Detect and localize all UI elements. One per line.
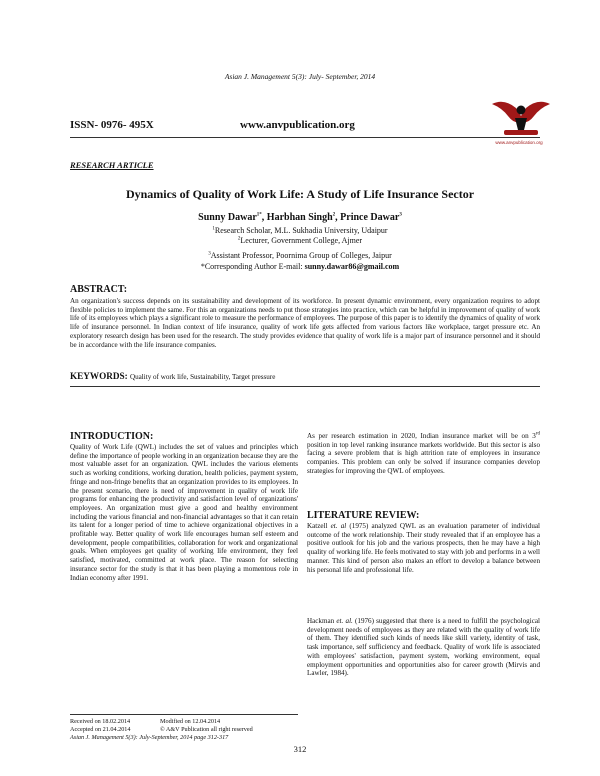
author-sup: 2: [332, 212, 336, 218]
affiliation: [0, 236, 600, 246]
introduction-heading: INTRODUCTION:: [70, 431, 154, 442]
corresponding-author: [0, 262, 600, 272]
copyright: © A&V Publication all right reserved: [160, 725, 253, 733]
para-italic: et. al: [330, 522, 347, 530]
corresponding-label: *Corresponding Author E-mail:: [200, 262, 305, 271]
page-number: 312: [293, 744, 307, 754]
author-name: Harbhan Singh: [266, 212, 333, 223]
author-sup: 3: [399, 212, 402, 218]
para-text: position in top level ranking insurance markets worldwide. But this sector is also facing a severe problem that is high attrition rate of employees in insurance companies. This problem can only be solved if insurance companies develop strategies for improving the QWL of employees.: [307, 440, 540, 475]
publisher-logo-icon: [482, 96, 560, 140]
para-italic: et. al.: [336, 617, 353, 625]
right-paragraph-3: [307, 617, 540, 678]
journal-running-header: Asian J. Management 5(3): July- September, 2014: [224, 72, 376, 81]
affiliation-text: Assistant Professor, Poornima Group of Colleges, Jaipur: [210, 251, 392, 260]
affiliation-sup: 1: [212, 226, 215, 232]
issn: ISSN- 0976- 495X: [70, 119, 154, 131]
author-name: Prince Dawar: [340, 212, 400, 223]
corresponding-email[interactable]: sunny.dawar86@gmail.com: [304, 262, 400, 271]
author-name: Sunny Dawar: [198, 212, 257, 223]
literature-review-heading: LITERATURE REVIEW:: [307, 510, 420, 521]
accepted-date: Accepted on 21.04.2014: [70, 725, 131, 733]
author-list: [0, 212, 600, 223]
article-type: RESEARCH ARTICLE: [70, 160, 154, 170]
right-paragraph-2: [307, 522, 540, 574]
affiliation: [0, 251, 600, 261]
author-sup: 1*: [256, 212, 262, 218]
citation: Asian J. Management 5(3): July-September, 2014 page 312-317: [70, 733, 229, 741]
header-rule: [70, 137, 540, 138]
keywords-label: KEYWORDS:: [70, 371, 130, 381]
para-text: (1975) analyzed QWL as an evaluation parameter of individual outcome of the work relationship. Their study revealed that if an employee has a positive outlook for his job and the various prospects, then he may have a high quality of working life. He feels motivated to stay with job and performs in a well manner. This kind of person also makes an effort to develop a balance between his personal life and professional life.: [307, 522, 540, 574]
para-text: (1976) suggested that there is a need to fulfill the psychological development needs of employees as they are related with the quality of work life of them. They identified such kinds of needs like skill variety, identity of task, task importance, self sufficiency and feedback. Quality of work life is associated with employees' satisfaction, payment system, working environment, equal employment opportunities and opportunities also for career growth (Mirvis and Lawler, 1984).: [307, 617, 540, 678]
modified-date: Modified on 12.04.2014: [160, 718, 221, 725]
article-title: Dynamics of Quality of Work Life: A Study of Life Insurance Sector: [125, 187, 475, 201]
para-sup: rd: [535, 431, 540, 437]
received-info: [70, 718, 298, 742]
para-text: Hackman: [307, 617, 337, 625]
affiliation: [0, 226, 600, 236]
keywords-text: Quality of work life, Sustainability, Target pressure: [129, 373, 276, 381]
author-separator: ,: [335, 212, 341, 223]
para-text: As per research estimation in 2020, Indian insurance market will be on 3: [307, 432, 536, 440]
para-text: Katzell: [307, 522, 331, 530]
abstract-text: An organization's success depends on its sustainability and development of its workforce. In present dynamic environment, every organization requires to adopt flexible policies to implement the same. For this an organizations needs to put those strategies into practice, which can be helpful in improvement of quality of work life of its employees which plays a significant role to measure the performance of employees. The purpose of this paper is to identify the dynamics of quality of work life of insurance personnel. In Indian context of life insurance, quality of work life gets affected from various factors like workplace, target pressure etc. An exploratory research design has been used for the research. The study provides evidence that quality of work life is a major part of insurance personnel and it should be in accordance with the life insurance companies.: [70, 297, 540, 349]
affiliation-text: Research Scholar, M.L. Sukhadia University, Udaipur: [214, 226, 388, 235]
affiliation-sup: 3: [208, 251, 211, 257]
right-paragraph-1: [307, 432, 540, 476]
author-separator: ,: [261, 212, 267, 223]
abstract-heading: ABSTRACT:: [70, 284, 128, 295]
section-rule: [70, 386, 540, 387]
footer-rule: [70, 714, 298, 715]
affiliation-text: Lecturer, Government College, Ajmer: [240, 236, 363, 245]
received-date: Received on 18.02.2014: [70, 718, 131, 725]
logo-caption: www.anvpublication.org: [495, 140, 543, 145]
introduction-text: Quality of Work Life (QWL) includes the set of values and principles which define the importance of people working in an organization because they are the most valuable asset for an organization. QWL includes the various elements such as working conditions, working duration, health policies, payment system, fringe and non-fringe benefits that an organization provides to its employees. In the present scenario, there is need of improvement in quality of work life programs for enhancing the productivity and satisfaction level of organizations' employees. An organization must give a good and healthy environment including the various financial and non-financial advantages so that it can retain its talent for a longer period of time to achieve organizational objectives in a profitable way. Better quality of work life encourages human self esteem and development, people compatibilities, collaboration for work and organizational goals. When employees get quality of working life environment, they feel satisfied, motivated, committed at work place. The reason for selecting insurance sector for the study is that it has been playing a momentous role in Indian economy after 1991.: [70, 443, 298, 582]
affiliation-sup: 2: [237, 236, 241, 242]
publisher-website: www.anvpublication.org: [240, 119, 355, 131]
keywords: [70, 371, 275, 381]
